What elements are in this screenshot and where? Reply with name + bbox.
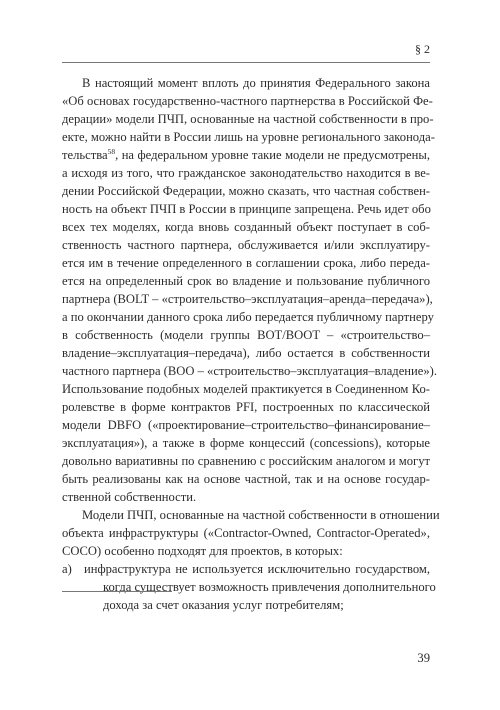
body-line: Использование подобных моделей практикуется в Соединенном Ко- bbox=[62, 382, 430, 396]
body-line: ролевстве в форме контрактов PFI, построенных по классической bbox=[62, 400, 430, 414]
body-line: ность на объект ПЧП в России в принципе запрещена. Речь идет обо bbox=[62, 202, 431, 216]
body-line: эксплуатация»), а также в форме концессий (concessions), которые bbox=[62, 436, 430, 450]
body-line: партнера (BOLT – «строительство–эксплуатация–аренда–передача»), bbox=[62, 292, 433, 306]
body-line: В настоящий момент вплоть до принятия Федерального закона bbox=[82, 76, 430, 90]
body-line: а исходя из того, что гражданское законодательство находится в ве- bbox=[62, 166, 430, 180]
body-line: ется на определенный срок во владение и пользование публичного bbox=[62, 274, 430, 288]
list-item-line: когда существует возможность привлечения дополнительного bbox=[103, 580, 436, 594]
body-line: в собственность (модели группы BOT/BOOT – «строительство– bbox=[62, 328, 430, 342]
body-line: владение–эксплуатация–передача), либо остается в собственности bbox=[62, 346, 430, 360]
section-mark: § 2 bbox=[415, 42, 430, 56]
body-line: объекта инфраструктуры («Contractor-Owned, Contractor-Operated», bbox=[62, 526, 430, 540]
footnote-reference: 58 bbox=[107, 147, 116, 156]
body-line: «Об основах государственно-частного партнерства в Российской Фе- bbox=[62, 94, 433, 108]
page-number: 39 bbox=[417, 651, 430, 665]
list-item-line: инфраструктура не используется исключительно государством, bbox=[84, 562, 430, 576]
body-line: модели DBFO («проектирование–строительство–финансирование– bbox=[62, 418, 430, 432]
body-line: всех тех моделях, когда вновь созданный объект поступает в соб- bbox=[62, 220, 430, 234]
body-line: екте, можно найти в России лишь на уровне регионального законода- bbox=[62, 130, 435, 144]
body-line: довольно вариативны по сравнению с российским аналогом и могут bbox=[62, 454, 430, 468]
body-text-fragment: тельства bbox=[62, 148, 108, 162]
body-line: дерации» модели ПЧП, основанные на частной собственности в про- bbox=[62, 112, 434, 126]
body-line: ется им в течение определенного в соглашении срока, либо переда- bbox=[62, 256, 430, 270]
body-line: частного партнера (BOO – «строительство–эксплуатация–владение»). bbox=[62, 364, 437, 378]
body-line: ственность частного партнера, обслуживается и/или эксплуатиру- bbox=[62, 238, 430, 252]
list-item-line: дохода за счет оказания услуг потребителям; bbox=[103, 598, 344, 612]
body-line: Модели ПЧП, основанные на частной собственности в отношении bbox=[82, 508, 440, 522]
header-rule bbox=[62, 62, 430, 63]
body-line: ственной собственности. bbox=[62, 490, 197, 504]
body-line: дении Российской Федерации, можно сказать, что частная собствен- bbox=[62, 184, 430, 198]
body-text-fragment: , на федеральном уровне такие модели не предусмотрены, bbox=[115, 148, 430, 162]
body-line-with-footnote-ref bbox=[62, 146, 430, 164]
body-line: быть реализованы как на основе частной, так и на основе государ- bbox=[62, 472, 430, 486]
list-marker: a) bbox=[62, 562, 72, 576]
body-line: а по окончании данного срока либо передается публичному партнеру bbox=[62, 310, 434, 324]
footnote-rule bbox=[62, 591, 172, 592]
body-line: COCO) особенно подходят для проектов, в которых: bbox=[62, 544, 343, 558]
